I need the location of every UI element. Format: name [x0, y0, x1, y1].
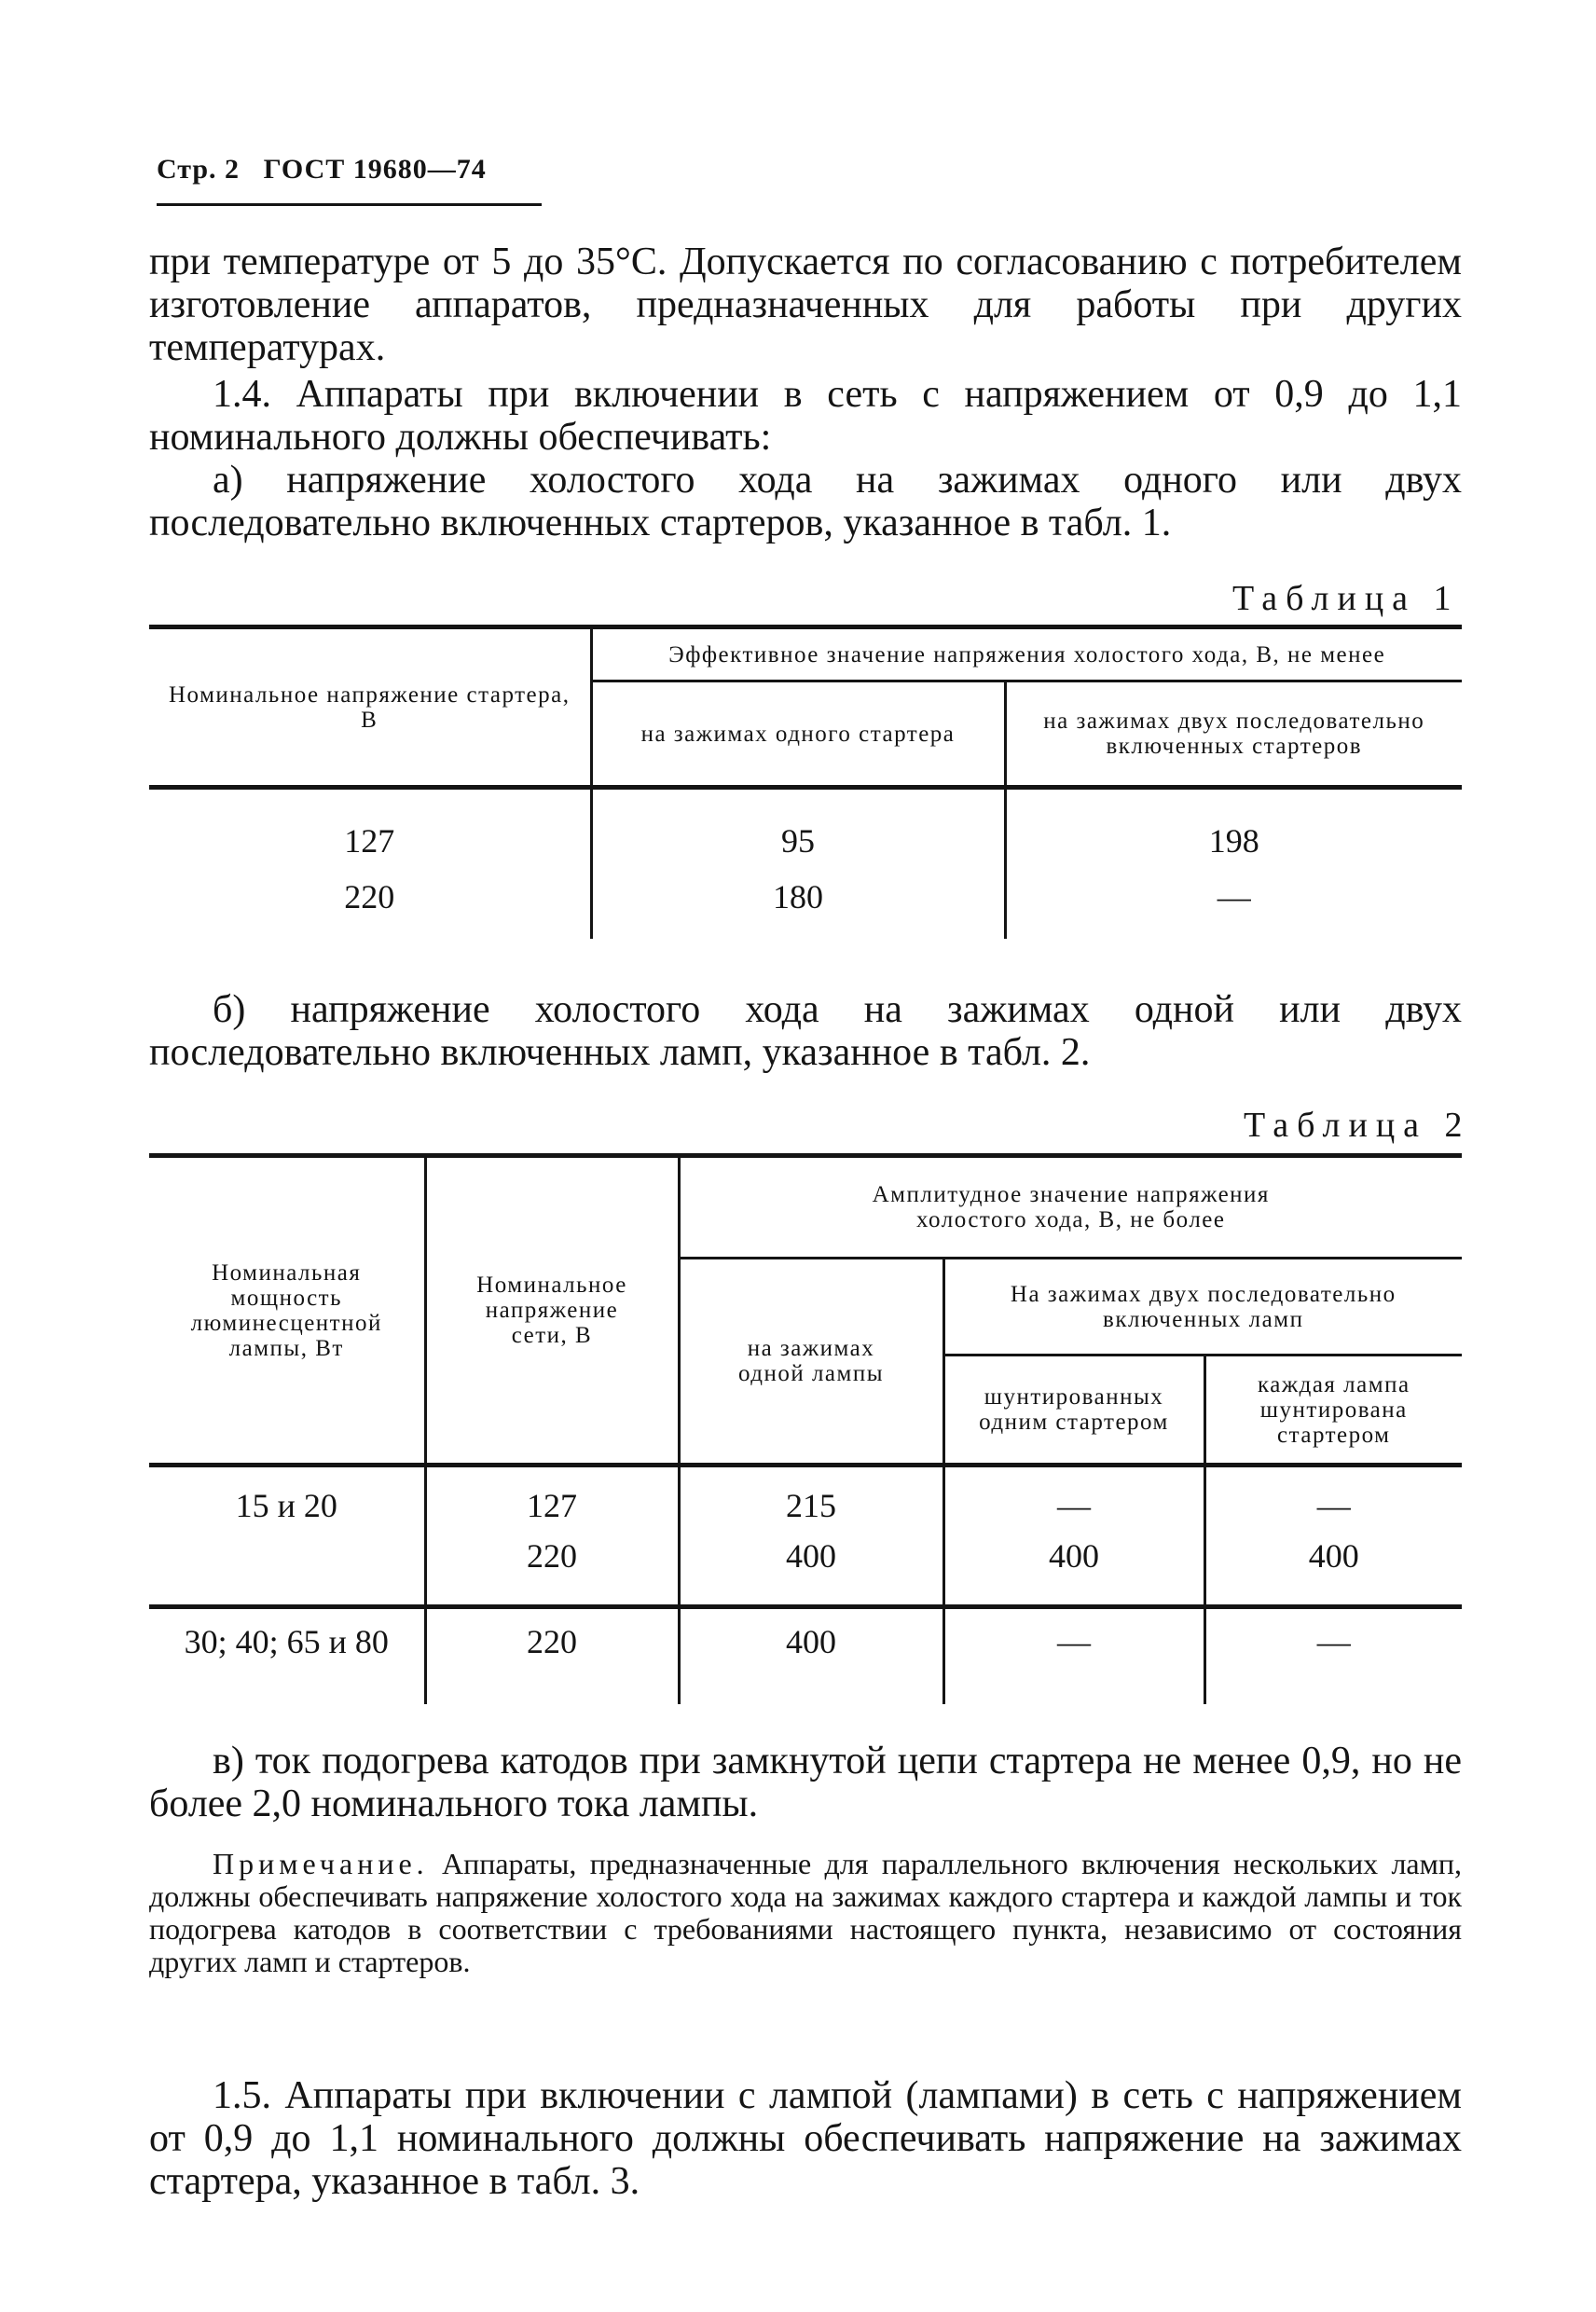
table2-cell-each-shunted: 400	[1308, 1536, 1359, 1575]
table1-header-nominal: Номинальное напряжение стартера, В	[149, 627, 591, 788]
table2-header-each-shunted: каждая лампа шунтирована стартером	[1204, 1356, 1462, 1466]
table2	[149, 1153, 1462, 1704]
page-label: Стр. 2	[157, 154, 241, 185]
table-row	[149, 788, 1462, 868]
page-header	[157, 154, 487, 186]
table2-cell-one-lamp: 400	[679, 1607, 943, 1704]
table2-header-voltage: Номинальное напряжение сети, В	[425, 1156, 679, 1466]
table2-cell-voltage: 220	[425, 1531, 679, 1607]
table1-cell-nominal: 220	[149, 868, 591, 939]
header-divider	[157, 203, 542, 206]
table1-header-one-starter: на зажимах одного стартера	[591, 681, 1005, 788]
table1-caption: Таблица 1	[1232, 579, 1460, 618]
table-row	[149, 1466, 1462, 1531]
note-label: Примечание.	[213, 1847, 429, 1880]
table-row	[149, 1607, 1462, 1704]
paragraph-1-5: 1.5. Аппараты при включении с лампой (лампами) в сеть с напряжением от 0,9 до 1,1 номинального должны обеспечивать напряжение на зажимах стартера, указанное в табл. 3.	[149, 2074, 1462, 2203]
table2-cell-one-lamp: 215	[679, 1466, 943, 1531]
table2-cell-shunted-one: —	[943, 1607, 1204, 1704]
table2-cell-one-lamp: 400	[679, 1531, 943, 1607]
note-text: Аппараты, предназначенные для параллельного включения нескольких ламп, должны обеспечивать напряжение холостого хода на зажимах каждого стартера и каждой лампы и ток подогрева катодов в соответствии с требованиями настоящего пункта, независимо от состояния других ламп и стартеров.	[149, 1847, 1463, 1978]
table1-header-group: Эффективное значение напряжения холостого хода, В, не менее	[591, 627, 1462, 681]
table1	[149, 625, 1462, 939]
table2-cell-shunted-one: —	[943, 1466, 1204, 1531]
table-row	[149, 868, 1462, 939]
table2-cell-voltage: 220	[425, 1607, 679, 1704]
table2-cell-power	[149, 1531, 425, 1607]
table-row	[149, 1531, 1462, 1607]
table2-cell-shunted-one: 400	[943, 1531, 1204, 1607]
table2-header-subgroup: На зажимах двух последовательно включенных ламп	[943, 1259, 1462, 1356]
paragraph-temperature: при температуре от 5 до 35°С. Допускается по согласованию с потребителем изготовление аппаратов, предназначенных для работы при других температурах.	[149, 241, 1462, 369]
table2-cell-each-shunted: —	[1316, 1623, 1351, 1660]
table1-cell-one: 95	[591, 788, 1005, 868]
table2-header-one-lamp: на зажимах одной лампы	[679, 1259, 943, 1466]
table2-header-power: Номинальная мощность люминесцентной лампы, Вт	[149, 1156, 425, 1466]
table1-cell-two: —	[1217, 877, 1251, 915]
table2-cell-power: 30; 40; 65 и 80	[149, 1607, 425, 1704]
table2-header-group: Амплитудное значение напряжения холостого хода, В, не более	[679, 1156, 1462, 1259]
table2-cell-each-shunted: —	[1316, 1486, 1351, 1524]
table2-header-shunted-one: шунтированных одним стартером	[943, 1356, 1204, 1466]
paragraph-1-4: 1.4. Аппараты при включении в сеть с напряжением от 0,9 до 1,1 номинального должны обеспечивать:	[149, 373, 1462, 459]
table1-cell-two: 198	[1208, 821, 1259, 860]
document-number: ГОСТ 19680—74	[263, 154, 487, 185]
table1-cell-nominal: 127	[149, 788, 591, 868]
table2-cell-voltage: 127	[425, 1466, 679, 1531]
table2-caption: Таблица 2	[1244, 1106, 1471, 1145]
table1-header-two-starters: на зажимах двух последовательно включенных стартеров	[1005, 681, 1462, 788]
paragraph-item-c: в) ток подогрева катодов при замкнутой цепи стартера не менее 0,9, но не более 2,0 номинального тока лампы.	[149, 1740, 1462, 1825]
paragraph-item-b: б) напряжение холостого хода на зажимах одной или двух последовательно включенных ламп, указанное в табл. 2.	[149, 988, 1462, 1074]
table2-cell-power: 15 и 20	[149, 1466, 425, 1531]
table1-cell-one: 180	[591, 868, 1005, 939]
note-paragraph	[149, 1848, 1462, 1978]
paragraph-item-a: а) напряжение холостого хода на зажимах одного или двух последовательно включенных стартеров, указанное в табл. 1.	[149, 459, 1462, 544]
